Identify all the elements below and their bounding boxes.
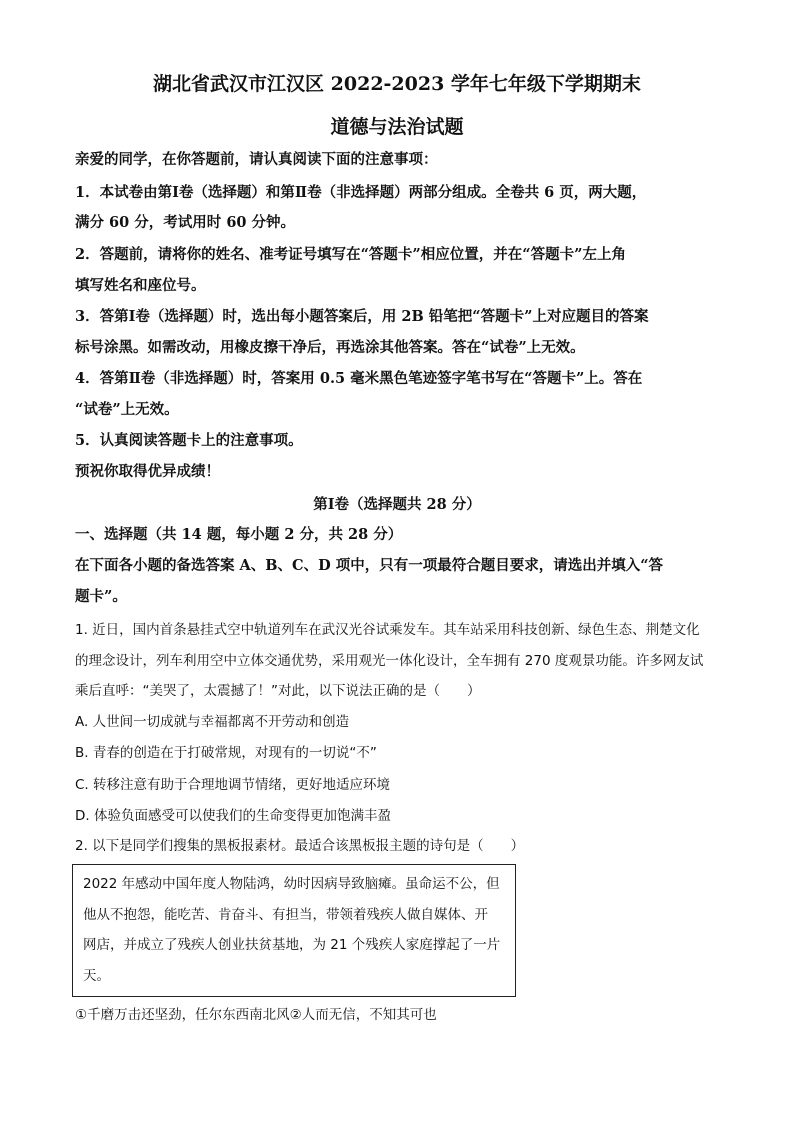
notice-line-5: 3．答第Ⅰ卷（选择题）时，选出每小题答案后，用 2B 铅笔把“答题卡”上对应题目的答案 (75, 308, 649, 325)
notice-line-2: 满分 60 分，考试用时 60 分钟。 (75, 214, 296, 231)
q1-option-b: B. 青春的创造在于打破常规，对现有的一切说“不” (75, 745, 377, 761)
blackboard-material-box (72, 864, 516, 997)
exam-title-line2: 道德与法治试题 (330, 116, 464, 138)
notice-line-3: 2．答题前，请将你的姓名、准考证号填写在“答题卡”相应位置，并在“答题卡”左上角 (75, 246, 626, 263)
q2-stem: 2. 以下是同学们搜集的黑板报素材。最适合该黑板报主题的诗句是（ ） (75, 838, 525, 854)
material-line-3: 网店，并成立了残疾人创业扶贫基地，为 21 个残疾人家庭撑起了一片 (83, 937, 501, 953)
notice-line-7: 4．答第Ⅱ卷（非选择题）时，答案用 0.5 毫米黑色笔迹签字笔书写在“答题卡”上。答在 (75, 370, 643, 387)
exam-title-line1: 湖北省武汉市江汉区 2022-2023 学年七年级下学期期末 (153, 73, 641, 95)
instruction-line-2: 题卡”。 (75, 588, 127, 605)
q1-option-d: D. 体验负面感受可以使我们的生命变得更加饱满丰盈 (75, 808, 391, 824)
instruction-line-1: 在下面各小题的备选答案 A、B、C、D 项中，只有一项最符合题目要求，请选出并填入“答 (75, 557, 664, 574)
notice-wish: 预祝你取得优异成绩！ (75, 463, 220, 480)
part-title: 一、选择题（共 14 题，每小题 2 分，共 28 分） (75, 526, 403, 543)
notice-line-8: “试卷”上无效。 (75, 401, 179, 418)
q1-option-c: C. 转移注意有助于合理地调节情绪，更好地适应环境 (75, 777, 391, 793)
section-heading: 第Ⅰ卷（选择题共 28 分） (313, 496, 481, 513)
q1-stem-line-2: 的理念设计，列车利用空中立体交通优势，采用观光一体化设计，全车拥有 270 度观景功能。许多网友试 (75, 653, 704, 669)
q1-stem-line-3: 乘后直呼：“美哭了，太震撼了！”对此，以下说法正确的是（ ） (75, 683, 481, 699)
notice-line-1: 1．本试卷由第Ⅰ卷（选择题）和第Ⅱ卷（非选择题）两部分组成。全卷共 6 页，两大题， (75, 184, 647, 201)
q1-stem-line-1: 1. 近日，国内首条悬挂式空中轨道列车在武汉光谷试乘发车。其车站采用科技创新、绿色生态、荆楚文化 (75, 622, 700, 638)
material-line-1: 2022 年感动中国年度人物陆鸿，幼时因病导致脑瘫。虽命运不公，但 (83, 876, 500, 892)
notice-line-9: 5．认真阅读答题卡上的注意事项。 (75, 432, 303, 449)
material-line-2: 他从不抱怨，能吃苦、肯奋斗、有担当，带领着残疾人做自媒体、开 (83, 907, 488, 923)
notice-line-6: 标号涂黑。如需改动，用橡皮擦干净后，再选涂其他答案。答在“试卷”上无效。 (75, 339, 585, 356)
notice-intro: 亲爱的同学，在你答题前，请认真阅读下面的注意事项： (75, 151, 438, 168)
q1-option-a: A. 人世间一切成就与幸福都离不开劳动和创造 (75, 714, 350, 730)
q2-poems: ①千磨万击还坚劲，任尔东西南北风②人而无信，不知其可也 (75, 1007, 437, 1023)
notice-line-4: 填写姓名和座位号。 (75, 277, 206, 294)
material-line-4: 天。 (83, 968, 110, 984)
